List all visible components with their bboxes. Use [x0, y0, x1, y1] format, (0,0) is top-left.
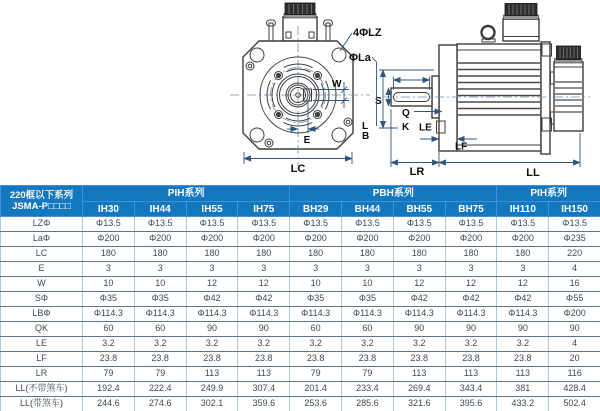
table-row	[1, 367, 600, 382]
spec-cell: 3	[290, 262, 342, 277]
spec-cell: Φ42	[238, 292, 290, 307]
spec-cell: 90	[186, 322, 238, 337]
spec-cell: Φ42	[186, 292, 238, 307]
spec-cell: 3	[238, 262, 290, 277]
spec-cell: Φ13.5	[186, 217, 238, 232]
row-label: LBΦ	[1, 307, 83, 322]
row-label: LR	[1, 367, 83, 382]
spec-cell: Φ114.3	[83, 307, 135, 322]
spec-cell: Φ35	[134, 292, 186, 307]
spec-cell: 3	[342, 262, 394, 277]
column-header: BH55	[393, 202, 445, 217]
spec-cell: 12	[393, 277, 445, 292]
spec-cell: Φ200	[186, 232, 238, 247]
side-view	[349, 4, 590, 180]
dim-label-k: K	[402, 122, 410, 133]
spec-cell: 180	[497, 247, 549, 262]
column-header: IH55	[186, 202, 238, 217]
column-header: IH75	[238, 202, 290, 217]
spec-cell: Φ13.5	[342, 217, 394, 232]
spec-cell: 180	[342, 247, 394, 262]
spec-cell: 16	[549, 277, 600, 292]
spec-cell: 23.8	[342, 352, 394, 367]
spec-cell: 180	[134, 247, 186, 262]
spec-cell: Φ200	[445, 232, 497, 247]
spec-cell: Φ35	[342, 292, 394, 307]
spec-cell: 113	[497, 367, 549, 382]
row-label: SΦ	[1, 292, 83, 307]
spec-cell: 23.8	[238, 352, 290, 367]
spec-cell: 79	[290, 367, 342, 382]
spec-cell: 113	[238, 367, 290, 382]
table-row	[1, 292, 600, 307]
spec-table-header	[1, 186, 600, 217]
spec-cell: 90	[393, 322, 445, 337]
table-row	[1, 307, 600, 322]
dim-label-s: S	[375, 96, 382, 107]
spec-cell: 3.2	[290, 337, 342, 352]
model-header-row	[1, 202, 600, 217]
spec-cell: Φ200	[342, 232, 394, 247]
spec-cell: 90	[497, 322, 549, 337]
spec-cell: 269.4	[393, 382, 445, 397]
spec-cell: 90	[238, 322, 290, 337]
spec-cell: 180	[83, 247, 135, 262]
spec-cell: 233.4	[342, 382, 394, 397]
spec-cell: 12	[445, 277, 497, 292]
motor-body	[457, 44, 541, 151]
spec-cell: 113	[445, 367, 497, 382]
dim-label-lf: LF	[455, 141, 468, 153]
table-row	[1, 262, 600, 277]
spec-cell: Φ114.3	[238, 307, 290, 322]
spec-cell: 90	[445, 322, 497, 337]
spec-cell: 23.8	[393, 352, 445, 367]
spec-cell: 23.8	[290, 352, 342, 367]
spec-cell: 180	[186, 247, 238, 262]
spec-cell: Φ114.3	[186, 307, 238, 322]
spec-cell: 244.6	[83, 397, 135, 411]
corner-line2: JSMA-P□□□□	[12, 201, 71, 212]
spec-cell: Φ13.5	[134, 217, 186, 232]
spec-cell: 113	[186, 367, 238, 382]
spec-cell: 180	[393, 247, 445, 262]
series-group-header: PIH系列	[497, 186, 600, 202]
spec-cell: 307.4	[238, 382, 290, 397]
spec-cell: 222.4	[134, 382, 186, 397]
spec-cell: Φ13.5	[393, 217, 445, 232]
row-label: LZΦ	[1, 217, 83, 232]
spec-cell: 4	[549, 262, 600, 277]
spec-cell: 433.2	[497, 397, 549, 411]
table-row	[1, 247, 600, 262]
table-row	[1, 217, 600, 232]
spec-cell: Φ200	[83, 232, 135, 247]
dim-label-ll: LL	[526, 167, 540, 179]
connector-side	[503, 4, 539, 42]
spec-cell: 60	[83, 322, 135, 337]
row-label: LL(带煞车)	[1, 397, 83, 411]
column-header: IH44	[134, 202, 186, 217]
spec-cell: 359.6	[238, 397, 290, 411]
dim-label-lc: LC	[290, 163, 306, 175]
spec-cell: Φ35	[290, 292, 342, 307]
spec-cell: Φ235	[549, 232, 600, 247]
dim-label-b: B	[362, 131, 370, 142]
dim-s	[375, 88, 389, 107]
spec-cell: 12	[186, 277, 238, 292]
spec-cell: 180	[445, 247, 497, 262]
column-header: BH75	[445, 202, 497, 217]
spec-cell: Φ35	[83, 292, 135, 307]
spec-cell: 381	[497, 382, 549, 397]
spec-cell: Φ114.3	[497, 307, 549, 322]
spec-cell: 274.6	[134, 397, 186, 411]
spec-cell: 20	[549, 352, 600, 367]
spec-cell: 23.8	[445, 352, 497, 367]
table-row	[1, 382, 600, 397]
dim-lz	[340, 27, 382, 51]
spec-cell: Φ200	[290, 232, 342, 247]
column-header: IH30	[83, 202, 135, 217]
column-header: IH150	[549, 202, 600, 217]
column-header: BH44	[342, 202, 394, 217]
dim-label-l: L	[362, 121, 369, 132]
spec-cell: 113	[393, 367, 445, 382]
spec-cell: 201.4	[290, 382, 342, 397]
spec-cell: Φ42	[445, 292, 497, 307]
encoder	[551, 46, 584, 131]
spec-cell: 10	[134, 277, 186, 292]
spec-cell: 3.2	[393, 337, 445, 352]
table-row	[1, 232, 600, 247]
spec-cell: 23.8	[134, 352, 186, 367]
spec-cell: 302.1	[186, 397, 238, 411]
spec-cell: Φ114.3	[342, 307, 394, 322]
spec-cell: 10	[290, 277, 342, 292]
corner-header	[1, 186, 83, 217]
row-label: LE	[1, 337, 83, 352]
spec-cell: 502.4	[549, 397, 600, 411]
spec-cell: 10	[342, 277, 394, 292]
dim-label-lr: LR	[409, 166, 425, 178]
spec-cell: 343.4	[445, 382, 497, 397]
spec-cell: 79	[342, 367, 394, 382]
table-row	[1, 337, 600, 352]
spec-cell: Φ13.5	[445, 217, 497, 232]
spec-cell: 3.2	[186, 337, 238, 352]
spec-cell: 3	[186, 262, 238, 277]
dimension-drawings	[0, 0, 600, 186]
table-row	[1, 322, 600, 337]
row-label: LaΦ	[1, 232, 83, 247]
dim-label-q: Q	[402, 108, 410, 119]
dim-label-e: E	[303, 135, 311, 146]
spec-cell: 3.2	[445, 337, 497, 352]
series-group-header: PBH系列	[290, 186, 497, 202]
spec-cell: Φ200	[238, 232, 290, 247]
spec-cell: 90	[549, 322, 600, 337]
row-label: E	[1, 262, 83, 277]
spec-cell: Φ200	[497, 232, 549, 247]
spec-cell: 192.4	[83, 382, 135, 397]
spec-cell: 60	[134, 322, 186, 337]
spec-cell: 12	[497, 277, 549, 292]
flange-side	[439, 45, 457, 151]
spec-cell: 3.2	[83, 337, 135, 352]
dim-label-lz: 4ΦLZ	[353, 27, 382, 39]
spec-cell: 220	[549, 247, 600, 262]
spec-cell: 180	[238, 247, 290, 262]
spec-cell: Φ13.5	[290, 217, 342, 232]
series-group-row	[1, 186, 600, 202]
column-header: IH110	[497, 202, 549, 217]
spec-cell: 3	[83, 262, 135, 277]
spec-cell: 60	[342, 322, 394, 337]
dim-label-w: W	[332, 79, 342, 90]
spec-cell: Φ13.5	[497, 217, 549, 232]
row-label: W	[1, 277, 83, 292]
corner-line1: 220框以下系列	[9, 189, 74, 201]
spec-cell: 4	[549, 337, 600, 352]
spec-cell: 3.2	[342, 337, 394, 352]
row-label: LF	[1, 352, 83, 367]
spec-cell: 3	[445, 262, 497, 277]
spec-cell: 3.2	[238, 337, 290, 352]
row-label: LC	[1, 247, 83, 262]
spec-cell: Φ42	[497, 292, 549, 307]
spec-cell: Φ200	[393, 232, 445, 247]
spec-cell: Φ114.3	[393, 307, 445, 322]
spec-cell: Φ114.3	[445, 307, 497, 322]
lifting-eye-icon	[482, 26, 496, 42]
spec-cell: 23.8	[83, 352, 135, 367]
front-view	[230, 3, 382, 175]
spec-cell: 3	[393, 262, 445, 277]
spec-cell: 79	[134, 367, 186, 382]
table-row	[1, 397, 600, 411]
connector-front	[283, 3, 317, 41]
spec-cell: 23.8	[186, 352, 238, 367]
spec-cell: Φ13.5	[549, 217, 600, 232]
spec-cell: 3	[134, 262, 186, 277]
rear-plate	[541, 42, 550, 154]
spec-cell: Φ42	[393, 292, 445, 307]
spec-cell: 3	[497, 262, 549, 277]
spec-cell: 253.6	[290, 397, 342, 411]
row-label: LL(不带煞车)	[1, 382, 83, 397]
series-group-header: PIH系列	[83, 186, 290, 202]
spec-cell: Φ200	[549, 307, 600, 322]
column-header: BH29	[290, 202, 342, 217]
spec-cell: 180	[290, 247, 342, 262]
table-row	[1, 277, 600, 292]
spec-table	[0, 185, 600, 411]
spec-cell: 395.6	[445, 397, 497, 411]
spec-cell: 10	[83, 277, 135, 292]
spec-cell: Φ13.5	[238, 217, 290, 232]
dim-label-le: LE	[419, 122, 432, 134]
spec-cell: 249.9	[186, 382, 238, 397]
spec-cell: Φ13.5	[83, 217, 135, 232]
spec-cell: 23.8	[497, 352, 549, 367]
spec-cell: 3.2	[134, 337, 186, 352]
spec-cell: Φ114.3	[134, 307, 186, 322]
spec-cell: 79	[83, 367, 135, 382]
spec-cell: 428.4	[549, 382, 600, 397]
spec-cell: Φ200	[134, 232, 186, 247]
row-label: QK	[1, 322, 83, 337]
dim-lc	[244, 152, 352, 175]
dim-label-la: ΦLa	[349, 52, 371, 64]
spec-cell: Φ114.3	[290, 307, 342, 322]
spec-cell: 321.6	[393, 397, 445, 411]
spec-cell: 116	[549, 367, 600, 382]
spec-cell: Φ55	[549, 292, 600, 307]
spec-cell: 285.6	[342, 397, 394, 411]
spec-table-body	[1, 217, 600, 411]
spec-cell: 60	[290, 322, 342, 337]
spec-cell: 12	[238, 277, 290, 292]
spec-cell: 3.2	[497, 337, 549, 352]
table-row	[1, 352, 600, 367]
